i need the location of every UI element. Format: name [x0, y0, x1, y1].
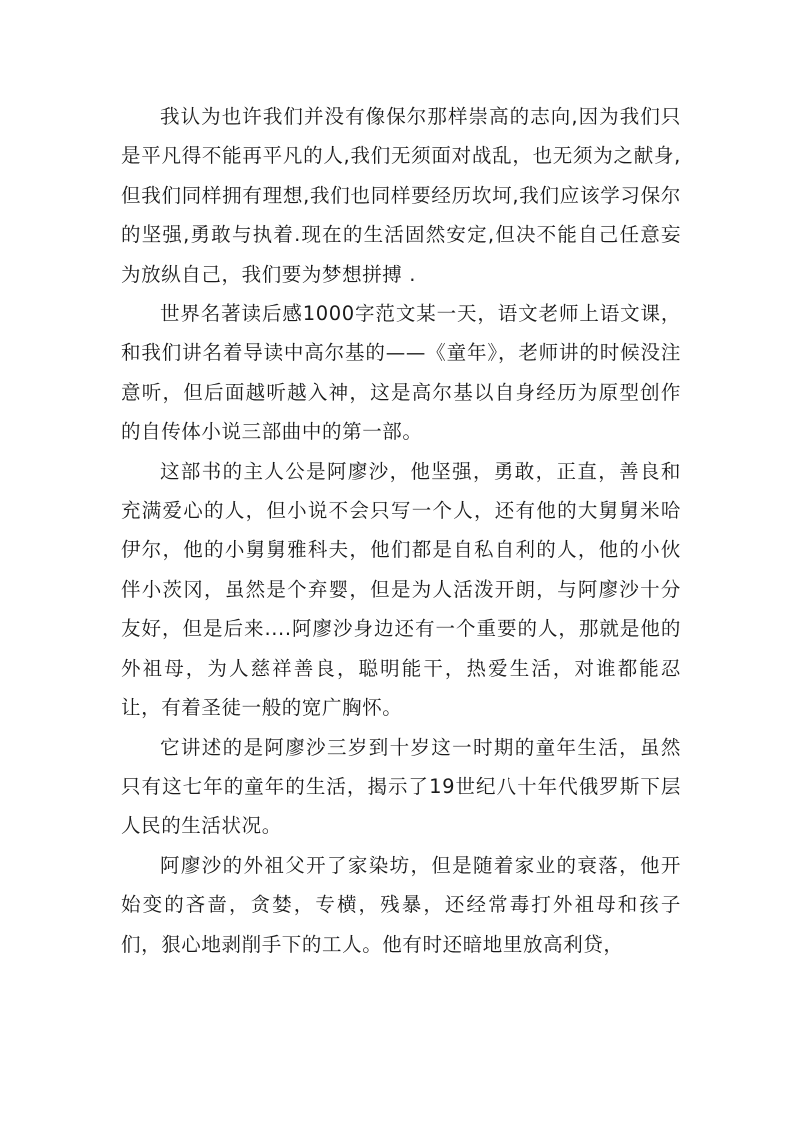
paragraph-1: 我认为也许我们并没有像保尔那样崇高的志向,因为我们只是平凡得不能再平凡的人,我们无须面对战乱，也无须为之献身,但我们同样拥有理想,我们也同样要经历坎坷,我们应该学习保尔的坚强,勇敢与执着.现在的生活固然安定,但决不能自己任意妄为放纵自己，我们要为梦想拼搏 . — [121, 105, 681, 286]
paragraph-5: 阿廖沙的外祖父开了家染坊，但是随着家业的衰落，他开始变的吝啬，贪婪，专横，残暴，还经常毒打外祖母和孩子们，狠心地剥削手下的工人。他有时还暗地里放高利贷， — [121, 853, 681, 956]
document-body — [121, 97, 681, 964]
paragraph-3: 这部书的主人公是阿廖沙，他坚强，勇敢，正直，善良和充满爱心的人，但小说不会只写一个人，还有他的大舅舅米哈伊尔，他的小舅舅雅科夫，他们都是自私自利的人，他的小伙伴小茨冈，虽然是个弃婴，但是为人活泼开朗，与阿廖沙十分友好，但是后来....阿廖沙身边还有一个重要的人，那就是他的外祖母，为人慈祥善良，聪明能干，热爱生活，对谁都能忍让，有着圣徒一般的宽广胸怀。 — [121, 459, 681, 720]
paragraph-4: 它讲述的是阿廖沙三岁到十岁这一时期的童年生活，虽然只有这七年的童年的生活，揭示了19世纪八十年代俄罗斯下层人民的生活状况。 — [121, 735, 681, 838]
paragraph-2: 世界名著读后感1000字范文某一天，语文老师上语文课，和我们讲名着导读中高尔基的——《童年》，老师讲的时候没注意听，但后面越听越入神，这是高尔基以自身经历为原型创作的自传体小说三部曲中的第一部。 — [121, 302, 681, 444]
